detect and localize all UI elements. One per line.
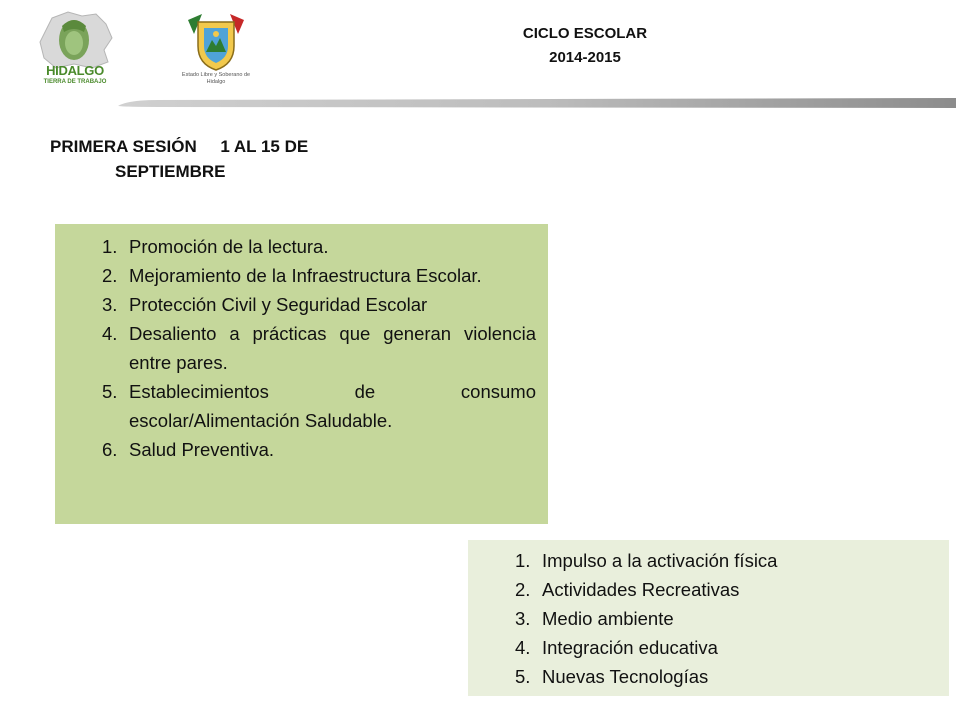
session-title-line1: PRIMERA SESIÓN 1 AL 15 DE (50, 137, 309, 156)
session-title (50, 134, 380, 184)
list-item: 1. Impulso a la activación física (515, 550, 778, 571)
list-item: 6. Salud Preventiva. (102, 439, 275, 460)
list-item: 2. Actividades Recreativas (515, 579, 740, 600)
school-cycle-label: CICLO ESCOLAR (522, 25, 648, 42)
session-title-line2: SEPTIEMBRE (115, 162, 226, 181)
hidalgo-logo-tagline: TIERRA DE TRABAJO (43, 79, 107, 85)
secondary-list (515, 546, 937, 691)
list-item: 3. Medio ambiente (515, 608, 674, 629)
list-item: 1. Promoción de la lectura. (102, 236, 329, 257)
header-divider (118, 98, 956, 108)
school-cycle-years: 2014-2015 (549, 49, 621, 66)
list-item: 4. Desaliento a prácticas que generan violencia entre pares. (102, 323, 536, 373)
coat-of-arms-caption: Estado Libre y Soberano de Hidalgo (181, 72, 251, 85)
list-item: 5. Nuevas Tecnologías (515, 666, 709, 687)
priority-list-panel (55, 224, 548, 524)
list-item: 3. Protección Civil y Seguridad Escolar (102, 294, 428, 315)
priority-list (102, 232, 536, 464)
list-item: 2. Mejoramiento de la Infraestructura Escolar. (102, 265, 482, 286)
list-item: 5. Establecimientos de consumo escolar/Alimentación Saludable. (102, 381, 536, 431)
hidalgo-map-icon (34, 10, 116, 70)
coat-of-arms-icon (180, 12, 252, 72)
list-item: 4. Integración educativa (515, 637, 718, 658)
school-cycle-title (500, 22, 670, 70)
state-coat-of-arms (180, 12, 252, 92)
secondary-list-panel (468, 540, 949, 696)
hidalgo-logo-text: HIDALGO (46, 63, 104, 78)
hidalgo-logo (34, 10, 116, 92)
